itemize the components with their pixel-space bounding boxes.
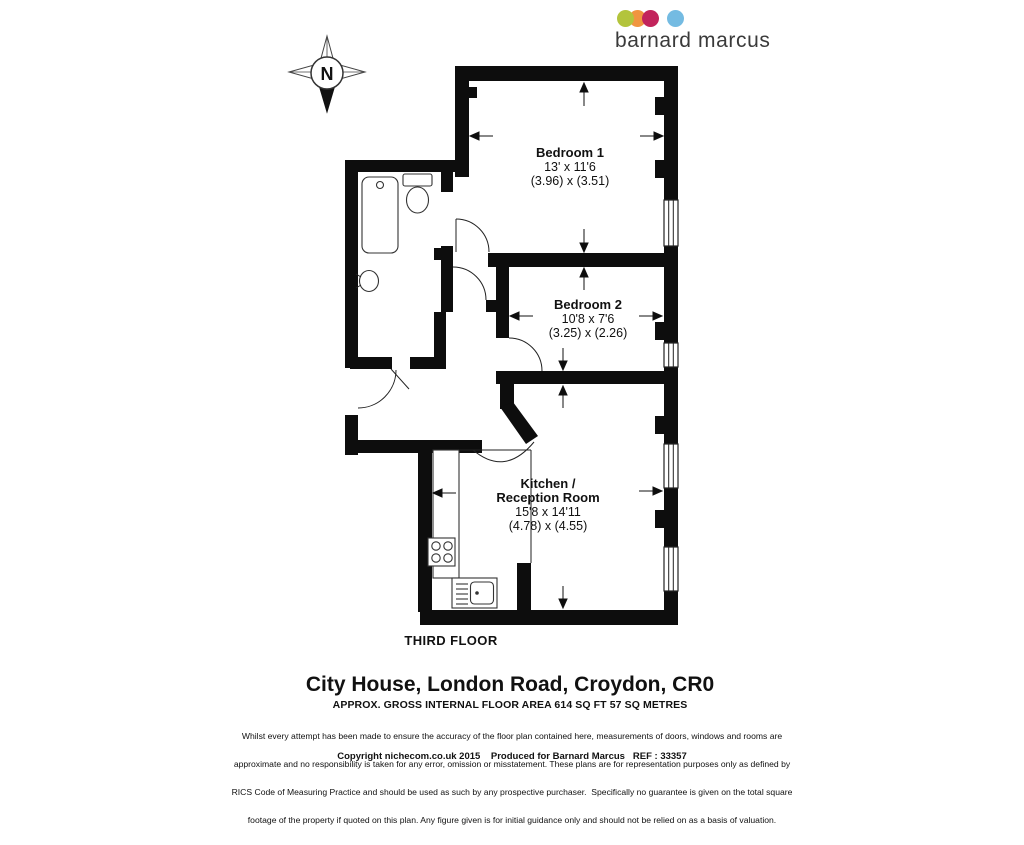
window — [664, 444, 678, 488]
bathroom-fixtures — [356, 174, 432, 292]
logo-dots — [612, 10, 702, 28]
floor-area-line: APPROX. GROSS INTERNAL FLOOR AREA 614 SQ FT 57 SQ METRES — [332, 699, 688, 711]
room-label-bedroom1 — [531, 146, 610, 188]
toilet-icon — [403, 174, 432, 213]
hob-icon — [428, 538, 455, 566]
bedroom1-door-arc — [456, 219, 489, 252]
north-compass-icon — [289, 36, 365, 112]
walls — [345, 66, 678, 625]
room-dims-metric: (4.78) x (4.55) — [508, 519, 588, 533]
compass-north-label: N — [320, 64, 334, 84]
entrance-door-arc — [358, 370, 396, 408]
disclaimer — [232, 713, 793, 845]
room-name-line2: Reception Room — [496, 490, 600, 505]
room-label-kitchen — [496, 477, 599, 533]
logo-text: barnard marcus — [615, 29, 771, 52]
logo-dot-crimson — [642, 10, 659, 27]
property-address: City House, London Road, Croydon, CR0 — [305, 673, 715, 696]
room-dims-imperial: 15'8 x 14'11 — [515, 505, 581, 519]
room-label-bedroom2 — [549, 298, 628, 340]
logo-dot-green — [617, 10, 634, 27]
room-dims-imperial: 10'8 x 7'6 — [561, 312, 615, 326]
room-name: Bedroom 1 — [536, 145, 604, 160]
disclaimer-line: footage of the property if quoted on this plan. Any figure given is for initial guidance only and should not be relied on as a basis of valuation. — [247, 815, 777, 826]
window — [664, 343, 678, 367]
bedroom2-door-arc — [509, 338, 542, 371]
room-name: Bedroom 2 — [554, 297, 622, 312]
kitchen-sink-icon — [452, 578, 497, 608]
lobby-door-arc — [453, 267, 486, 300]
logo-dot-blue — [667, 10, 684, 27]
room-dims-metric: (3.25) x (2.26) — [548, 326, 628, 340]
room-dims-imperial: 13' x 11'6 — [544, 160, 596, 174]
bath-icon — [362, 177, 398, 253]
bathroom-door-leaf — [391, 369, 409, 389]
kitchen-door-arc — [473, 442, 534, 462]
brand-logo — [612, 10, 792, 55]
room-name-line1: Kitchen / — [520, 476, 576, 491]
window — [664, 547, 678, 591]
disclaimer-line: Whilst every attempt has been made to ensure the accuracy of the floor plan contained here, measurements of doors, windows and rooms are — [241, 730, 783, 741]
copyright-line: Copyright nichecom.co.uk 2015 Produced for Barnard Marcus REF : 33357 — [337, 751, 687, 762]
floor-label: THIRD FLOOR — [404, 633, 498, 648]
window — [664, 200, 678, 246]
disclaimer-line: RICS Code of Measuring Practice and should be used as such by any prospective purchaser. Specifically no guarantee is given on the total square — [231, 787, 793, 798]
basin-icon — [356, 271, 379, 292]
room-dims-metric: (3.96) x (3.51) — [530, 174, 610, 188]
disclaimer-line: approximate and no responsibility is taken for any error, omission or misstatement. These plans are for representation purposes only as defined by — [233, 759, 791, 770]
